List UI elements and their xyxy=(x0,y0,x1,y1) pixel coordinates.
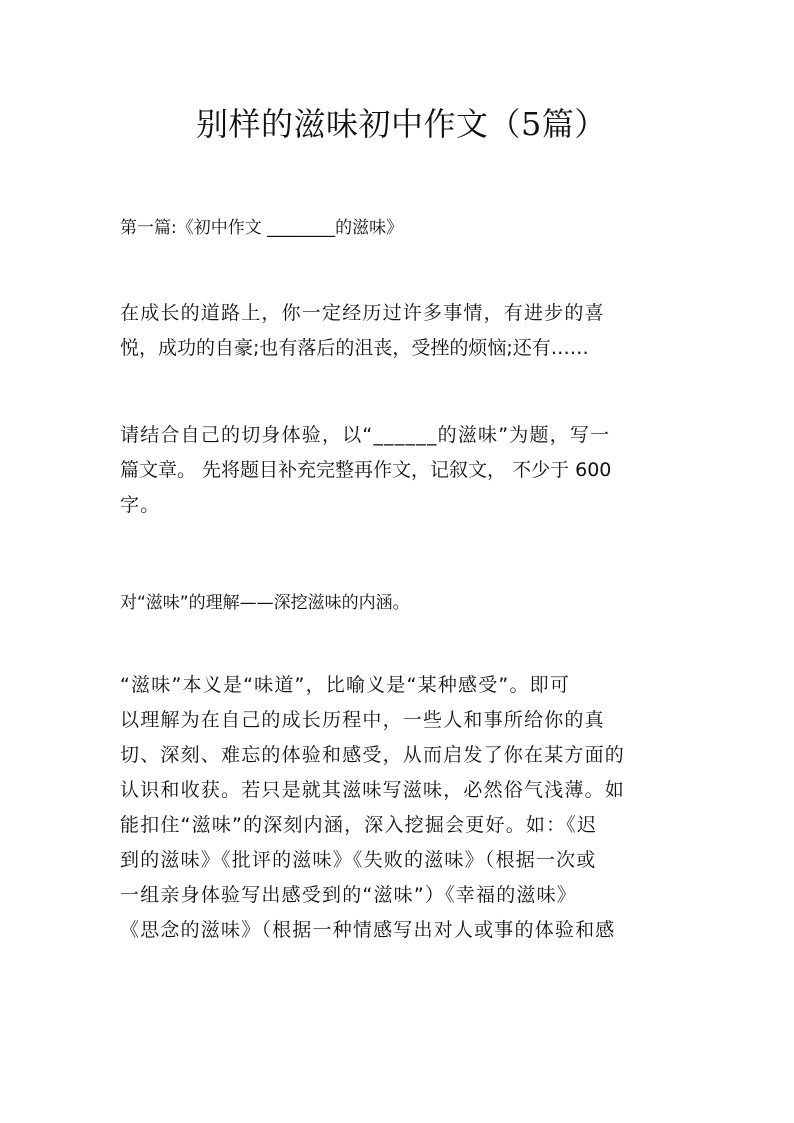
paragraph-intro xyxy=(120,296,676,366)
page-title: 别样的滋味初中作文（5篇） xyxy=(196,105,607,143)
paragraph-line: 悦，成功的自豪;也有落后的沮丧，受挫的烦恼;还有…… xyxy=(120,337,589,359)
paragraph-line: 篇文章。 先将题目补充完整再作文，记叙文， 不少于 600 xyxy=(120,459,612,481)
section-heading: 对“滋味”的理解——深挖滋味的内涵。 xyxy=(120,593,410,613)
paragraph-line: 以理解为在自己的成长历程中，一些人和事所给你的真 xyxy=(120,709,605,731)
paragraph-line: 切、深刻、难忘的体验和感受，从而启发了你在某方面的 xyxy=(120,744,626,766)
paragraph-line: 字。 xyxy=(120,494,161,516)
paragraph-line: 认识和收获。若只是就其滋味写滋味，必然俗气浅薄。如 xyxy=(120,779,626,801)
paragraph-line: 到的滋味》《批评的滋味》《失败的滋味》（根据一次或 xyxy=(120,849,597,871)
paragraph-line: 能扣住“滋味”的深刻内涵，深入挖掘会更好。如：《迟 xyxy=(120,814,598,836)
paragraph-line: 一组亲身体验写出感受到的“滋味”）《幸福的滋味》 xyxy=(120,884,577,906)
paragraph-line: 请结合自己的切身体验，以“______的滋味”为题，写一 xyxy=(120,424,611,446)
paragraph-line: “滋味”本义是“味道”，比喻义是“某种感受”。即可 xyxy=(120,674,571,696)
paragraph-line: 在成长的道路上，你一定经历过许多事情，有进步的喜 xyxy=(120,302,605,324)
paragraph-line: 《思念的滋味》（根据一种情感写出对人或事的体验和感 xyxy=(120,919,616,941)
section-subtitle: 第一篇:《初中作文 ________的滋味》 xyxy=(120,218,404,238)
paragraph-instructions xyxy=(120,418,676,523)
paragraph-explanation xyxy=(120,668,676,948)
